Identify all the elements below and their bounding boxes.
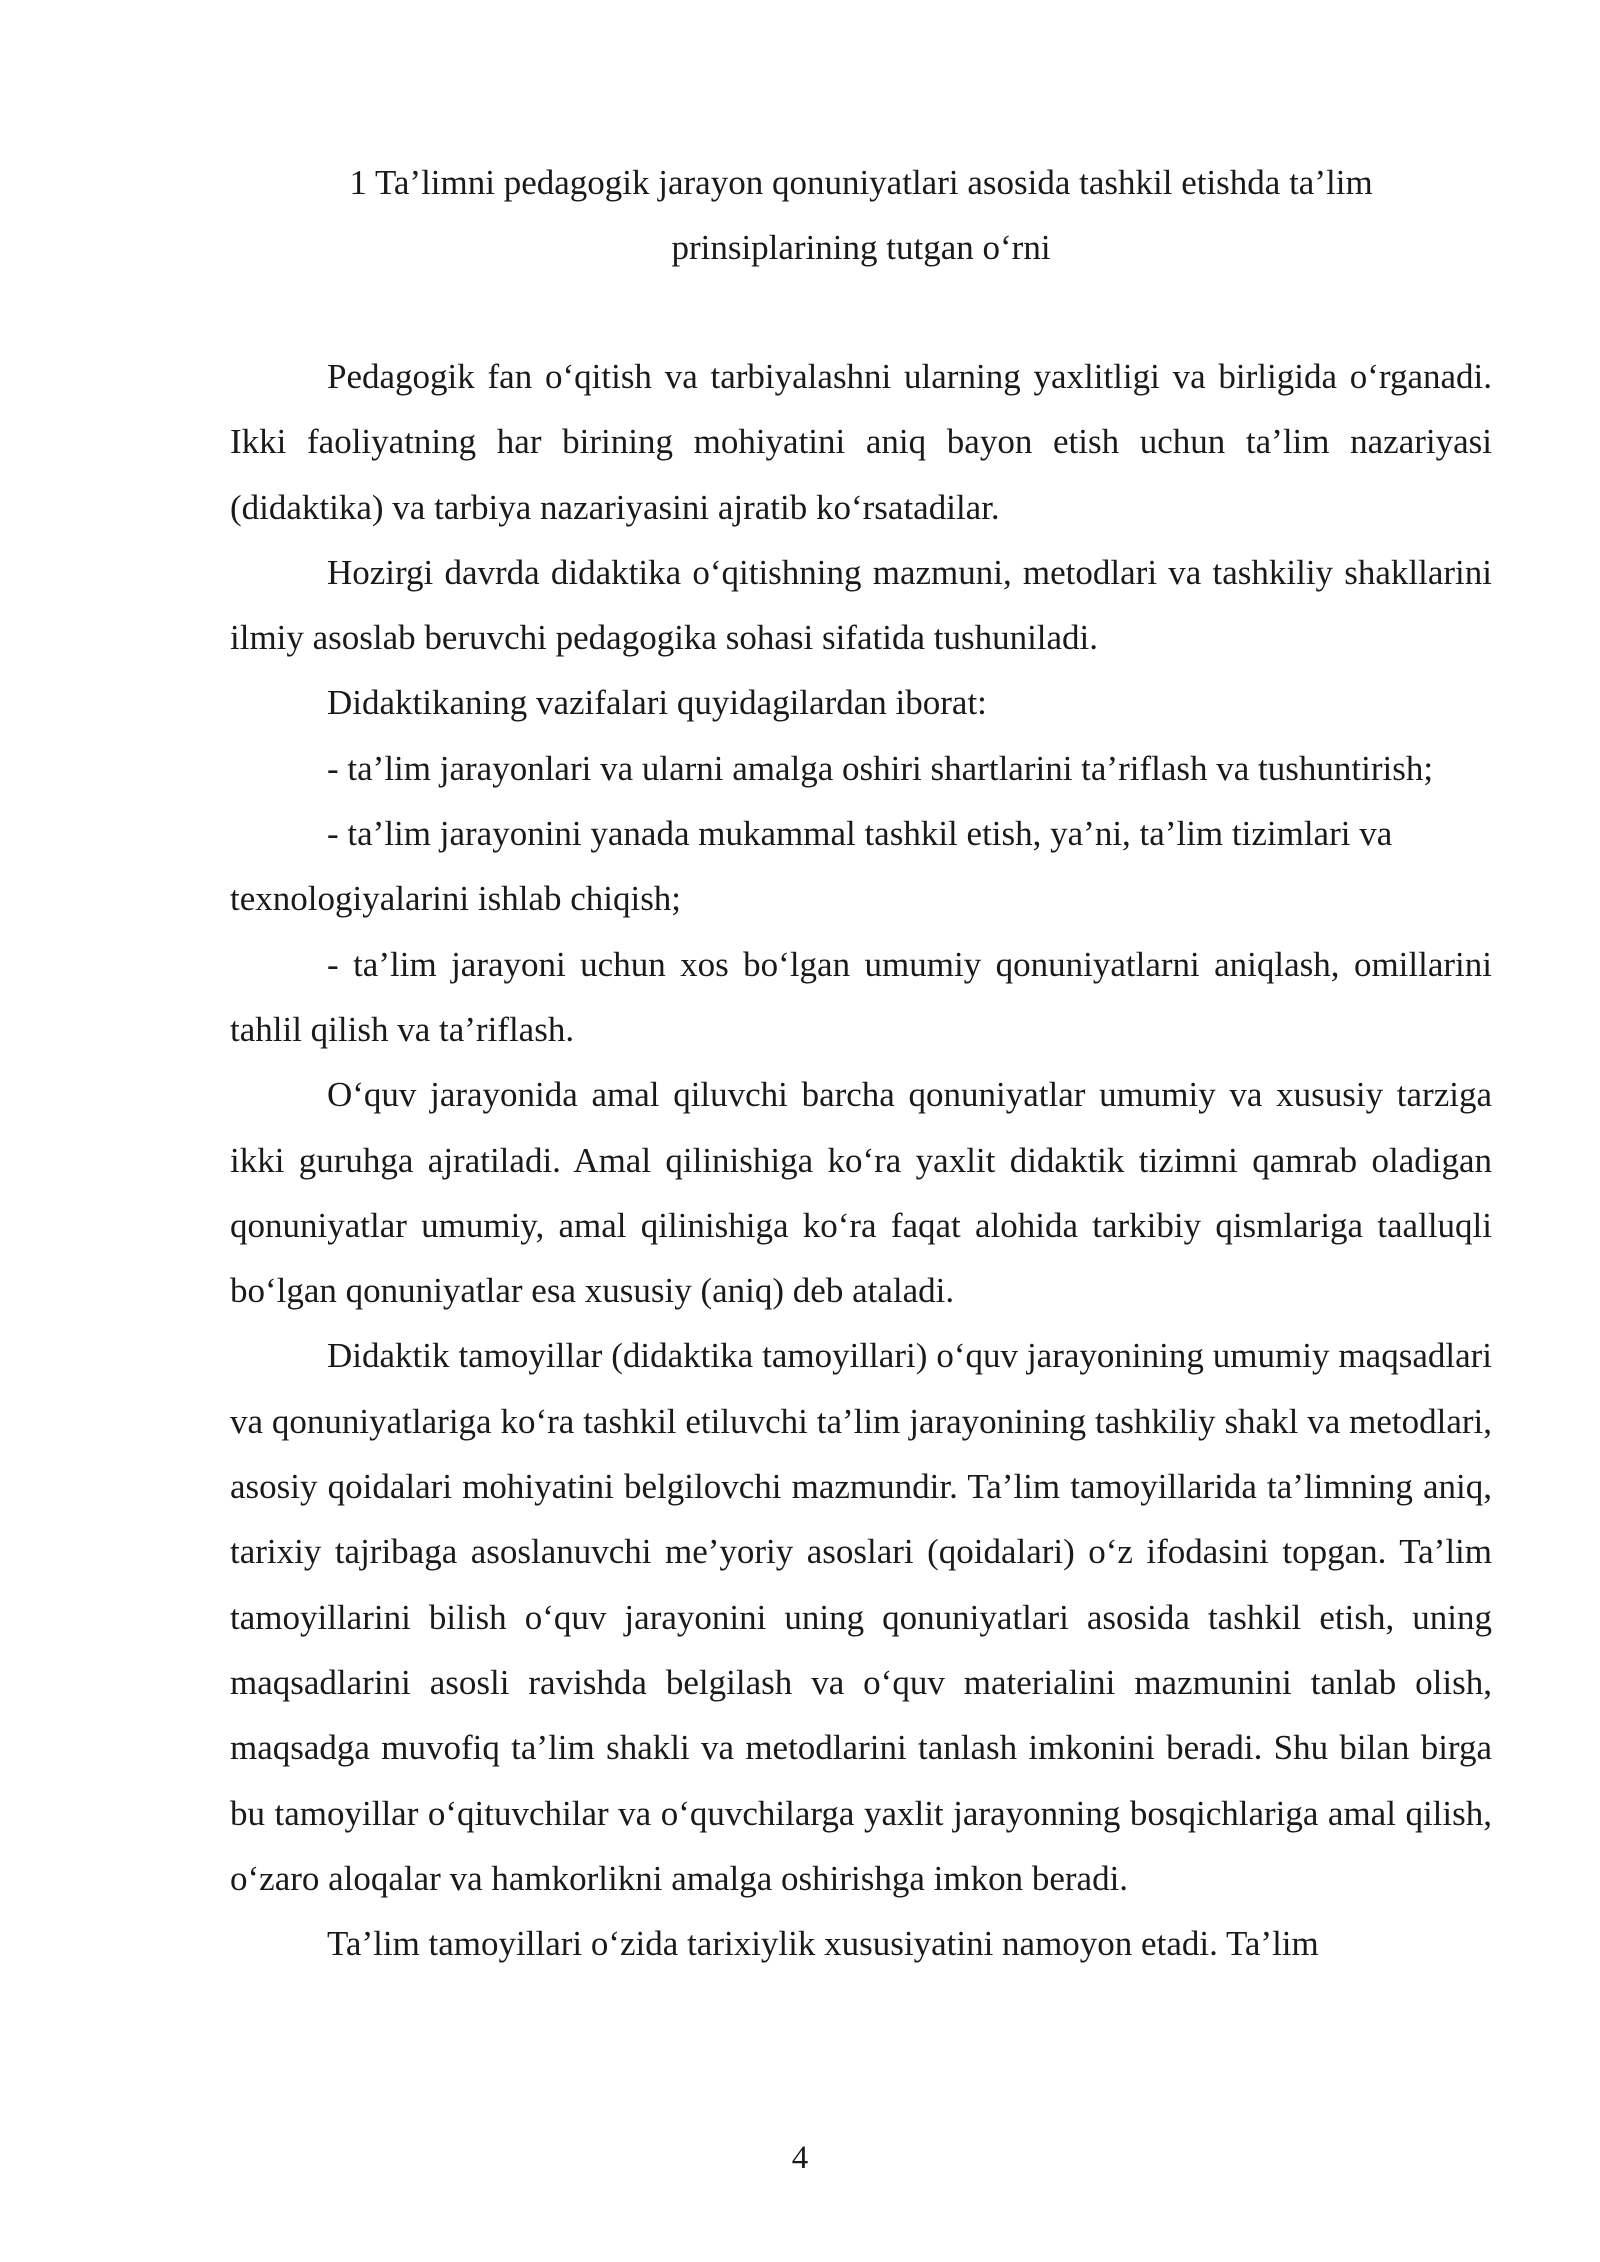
paragraph-5: Didaktik tamoyillar (didaktika tamoyillari) o‘quv jarayonining umumiy maqsadlari va qonuniyatlariga ko‘ra tashkil etiluvchi ta’lim jarayonining tashkiliy shakl va metodlari, asosiy qoidalari mohiyatini belgilovchi mazmundir. Ta’lim tamoyillarida ta’limning aniq, tarixiy tajribaga asoslanuvchi me’yoriy asoslari (qoidalari) o‘z ifodasini topgan. Ta’lim tamoyillarini bilish o‘quv jarayonini uning qonuniyatlari asosida tashkil etish, uning maqsadlarini asosli ravishda belgilash va o‘quv materialini mazmunini tanlab olish, maqsadga muvofiq ta’lim shakli va metodlarini tanlash imkonini beradi. Shu bilan birga bu tamoyillar o‘qituvchilar va o‘quvchilarga yaxlit jarayonning bosqichlariga amal qilish, o‘zaro aloqalar va hamkorlikni amalga oshirishga imkon beradi.	[230, 1336, 1492, 1898]
paragraph-6: Ta’lim tamoyillari o‘zida tarixiylik xususiyatini namoyon etadi. Ta’lim	[327, 1924, 1319, 1964]
page-number: 4	[791, 2140, 809, 2176]
list-item-2: - ta’lim jarayonini yanada mukammal tashkil etish, ya’ni, ta’lim tizimlari va texnologiyalarini ishlab chiqish;	[230, 814, 1393, 919]
paragraph-2: Hozirgi davrda didaktika o‘qitishning mazmuni, metodlari va tashkiliy shakllarini ilmiy asoslab beruvchi pedagogika sohasi sifatida tushuniladi.	[230, 552, 1492, 658]
list-item-3: - ta’lim jarayoni uchun xos bo‘lgan umumiy qonuniyatlarni aniqlash, omillarini tahlil qilish va ta’riflash.	[230, 944, 1492, 1049]
paragraph-1: Pedagogik fan o‘qitish va tarbiyalashni ularning yaxlitligi va birligida o‘rganadi. Ikki faoliyatning har birining mohiyatini aniq bayon etish uchun ta’lim nazariyasi (didaktika) va tarbiya nazariyasini ajratib ko‘rsatadilar.	[230, 357, 1492, 527]
section-heading-line-2: prinsiplarining tutgan o‘rni	[671, 228, 1051, 267]
list-item-1: - ta’lim jarayonlari va ularni amalga oshiri shartlarini ta’riflash va tushuntirish;	[327, 748, 1434, 788]
page-content	[230, 150, 1492, 1976]
section-heading	[230, 150, 1492, 280]
paragraph-3: Didaktikaning vazifalari quyidagilardan iborat:	[327, 683, 987, 723]
section-heading-line-1: 1 Ta’limni pedagogik jarayon qonuniyatlari asosida tashkil etishda ta’lim	[349, 163, 1373, 202]
paragraph-4: O‘quv jarayonida amal qiluvchi barcha qonuniyatlar umumiy va xususiy tarziga ikki guruhga ajratiladi. Amal qilinishiga ko‘ra yaxlit didaktik tizimni qamrab oladigan qonuniyatlar umumiy, amal qilinishiga ko‘ra faqat alohida tarkibiy qismlariga taalluqli bo‘lgan qonuniyatlar esa xususiy (aniq) deb ataladi.	[230, 1075, 1492, 1311]
